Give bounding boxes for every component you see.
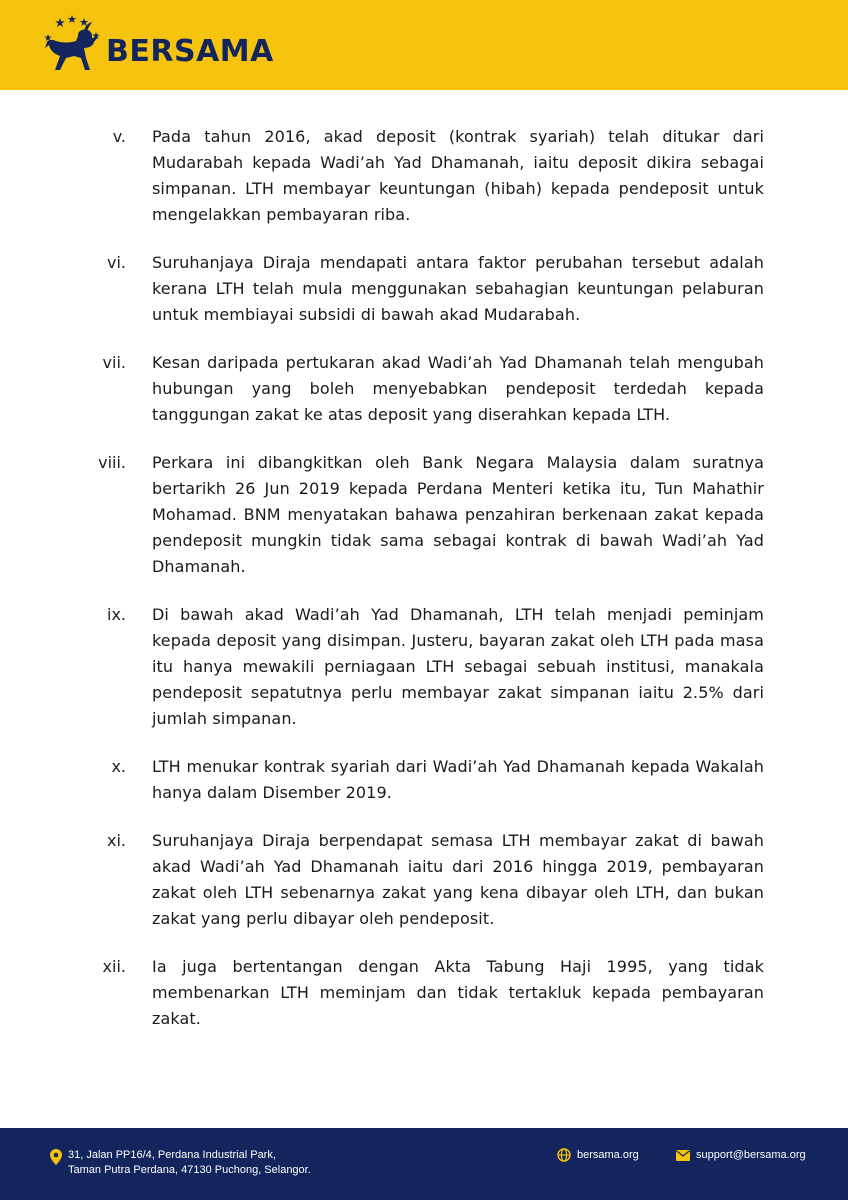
footer-address — [50, 1148, 311, 1178]
footer-email[interactable] — [676, 1148, 806, 1163]
item-number: ix. — [107, 605, 126, 624]
item-number: xi. — [107, 831, 126, 850]
item-number: v. — [112, 127, 126, 146]
item-text: Suruhanjaya Diraja berpendapat semasa LTH membayar zakat di bawah akad Wadi’ah Yad Dhamanah iaitu dari 2016 hingga 2019, pembayaran zakat oleh LTH sebenarnya zakat yang kena dibayar oleh LTH, dan bukan zakat yang perlu dibayar oleh pendeposit. — [152, 831, 764, 928]
brand-name: BERSAMA — [106, 34, 274, 69]
goat-with-stars-icon — [38, 12, 108, 78]
document-body — [0, 124, 848, 1054]
globe-icon — [557, 1148, 571, 1162]
item-text: Suruhanjaya Diraja mendapati antara faktor perubahan tersebut adalah kerana LTH telah mula menggunakan sebahagian keuntungan pelaburan untuk membiayai subsidi di bawah akad Mudarabah. — [152, 253, 764, 324]
item-text: Perkara ini dibangkitkan oleh Bank Negara Malaysia dalam suratnya bertarikh 26 Jun 2019 kepada Perdana Menteri ketika itu, Tun Mahathir Mohamad. BNM menyatakan bahawa penzahiran berkenaan zakat kepada pendeposit mungkin tidak sama sebagai kontrak di bawah Wadi’ah Yad Dhamanah. — [152, 453, 764, 576]
website-link[interactable]: bersama.org — [577, 1149, 639, 1161]
list-item — [0, 124, 848, 228]
item-text: Di bawah akad Wadi’ah Yad Dhamanah, LTH telah menjadi peminjam kepada deposit yang disimpan. Justeru, bayaran zakat oleh LTH pada masa itu hanya mewakili perniagaan LTH sebagai sebuah institusi, manakala pendeposit sepatutnya perlu membayar zakat simpanan iaitu 2.5% dari jumlah simpanan. — [152, 605, 764, 728]
list-item — [0, 754, 848, 806]
address-line-2: Taman Putra Perdana, 47130 Puchong, Selangor. — [68, 1164, 311, 1176]
item-text: LTH menukar kontrak syariah dari Wadi’ah Yad Dhamanah kepada Wakalah hanya dalam Disember 2019. — [152, 757, 764, 802]
address-line-1: 31, Jalan PP16/4, Perdana Industrial Park, — [68, 1149, 276, 1161]
item-text: Kesan daripada pertukaran akad Wadi’ah Yad Dhamanah telah mengubah hubungan yang boleh menyebabkan pendeposit terdedah kepada tanggungan zakat ke atas deposit yang diserahkan kepada LTH. — [152, 353, 764, 424]
list-item — [0, 954, 848, 1032]
page-header — [0, 0, 848, 90]
list-item — [0, 450, 848, 580]
item-number: xii. — [102, 957, 126, 976]
footer-website[interactable] — [557, 1148, 639, 1163]
email-link[interactable]: support@bersama.org — [696, 1149, 806, 1161]
list-item — [0, 350, 848, 428]
item-number: x. — [111, 757, 126, 776]
item-text: Ia juga bertentangan dengan Akta Tabung Haji 1995, yang tidak membenarkan LTH meminjam dan tidak tertakluk kepada pembayaran zakat. — [152, 957, 764, 1028]
list-item — [0, 828, 848, 932]
list-item — [0, 602, 848, 732]
item-number: vi. — [107, 253, 126, 272]
location-pin-icon — [50, 1149, 62, 1165]
item-number: vii. — [102, 353, 126, 372]
list-item — [0, 250, 848, 328]
page-footer — [0, 1128, 848, 1200]
envelope-icon — [676, 1150, 690, 1161]
item-number: viii. — [98, 453, 126, 472]
item-text: Pada tahun 2016, akad deposit (kontrak syariah) telah ditukar dari Mudarabah kepada Wadi’ah Yad Dhamanah, iaitu deposit dikira sebagai simpanan. LTH membayar keuntungan (hibah) kepada pendeposit untuk mengelakkan pembayaran riba. — [152, 127, 764, 224]
